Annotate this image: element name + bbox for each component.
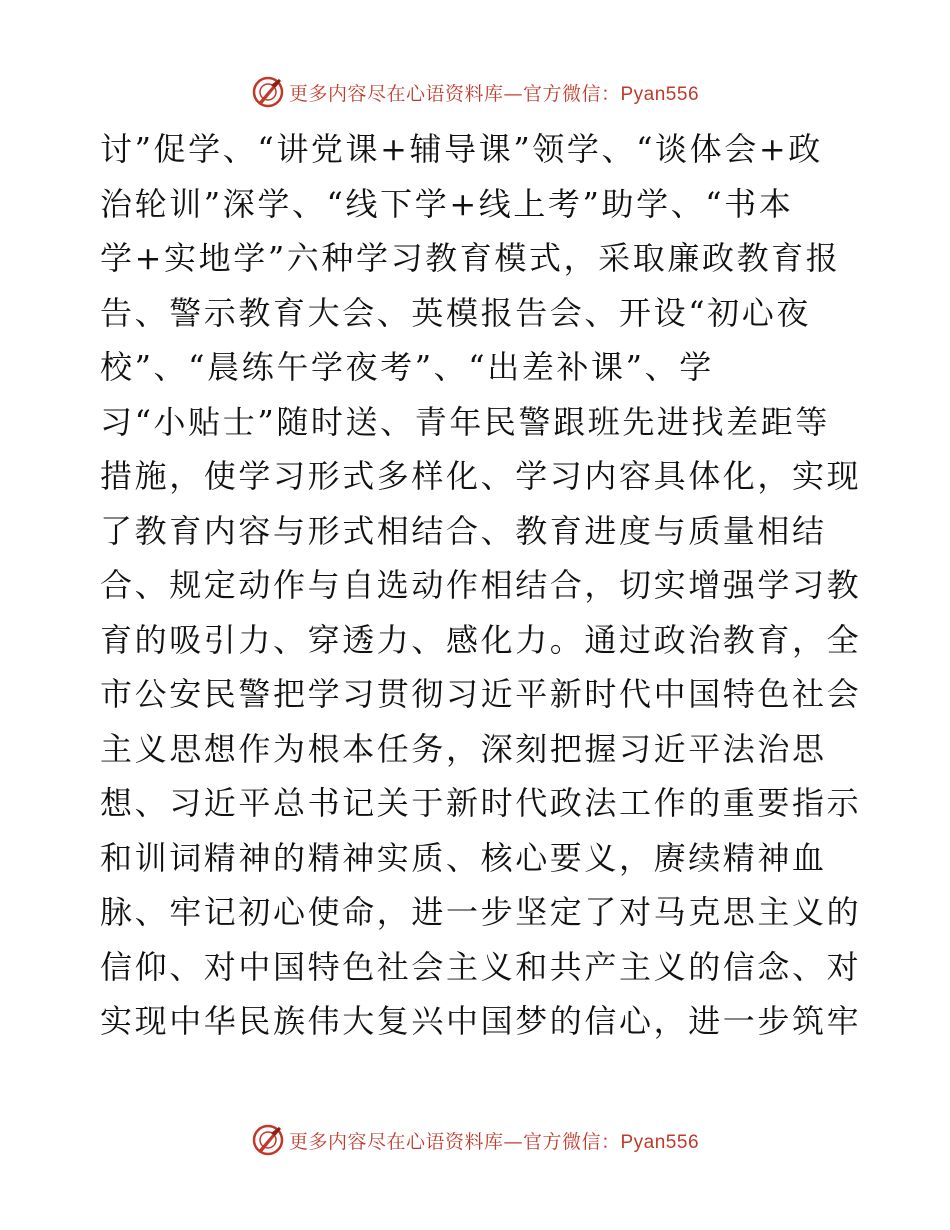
text-line: 育的吸引力、穿透力、感化力。通过政治教育，全 bbox=[100, 620, 862, 659]
header-watermark bbox=[0, 72, 950, 112]
text-line: 习“小贴士”随时送、青年民警跟班先进找差距等 bbox=[100, 402, 830, 441]
text-line: 合、规定动作与自选动作相结合，切实增强学习教 bbox=[100, 566, 862, 604]
text-line: 学+实地学”六种学习教育模式，采取廉政教育报 bbox=[100, 239, 841, 277]
text-line: 实现中华民族伟大复兴中国梦的信心，进一步筑牢 bbox=[100, 1002, 862, 1040]
text-line: 告、警示教育大会、英模报告会、开设“初心夜 bbox=[100, 293, 811, 332]
text-line: 治轮训”深学、“线下学+线上考”助学、“书本 bbox=[100, 184, 794, 223]
text-line: 讨”促学、“讲党课+辅导课”领学、“谈体会+政 bbox=[100, 130, 823, 168]
text-line: 想、习近平总书记关于新时代政法工作的重要指示 bbox=[100, 784, 862, 822]
watermark-wechat-id: Pyan556 bbox=[620, 1131, 700, 1153]
watermark-text: 更多内容尽在心语资料库—官方微信：Pyan556 bbox=[288, 82, 700, 105]
watermark-text: 更多内容尽在心语资料库—官方微信：Pyan556 bbox=[288, 1130, 700, 1153]
text-line: 脉、牢记初心使命，进一步坚定了对马克思主义的 bbox=[100, 893, 862, 931]
text-line: 了教育内容与形式相结合、教育进度与质量相结 bbox=[100, 511, 827, 550]
quill-seal-icon bbox=[251, 75, 285, 109]
watermark-wechat-id: Pyan556 bbox=[620, 83, 700, 105]
text-line: 市公安民警把学习贯彻习近平新时代中国特色社会 bbox=[100, 675, 862, 713]
text-line: 校”、“晨练午学夜考”、“出差补课”、学 bbox=[100, 348, 714, 386]
text-line: 主义思想作为根本任务，深刻把握习近平法治思 bbox=[100, 729, 827, 768]
text-line: 和训词精神的精神实质、核心要义，赓续精神血 bbox=[100, 838, 827, 877]
footer-watermark bbox=[0, 1120, 950, 1160]
text-line: 信仰、对中国特色社会主义和共产主义的信念、对 bbox=[100, 947, 862, 986]
text-line: 措施，使学习形式多样化、学习内容具体化，实现 bbox=[100, 457, 862, 495]
quill-seal-icon bbox=[251, 1123, 285, 1157]
document-body bbox=[100, 122, 860, 1049]
